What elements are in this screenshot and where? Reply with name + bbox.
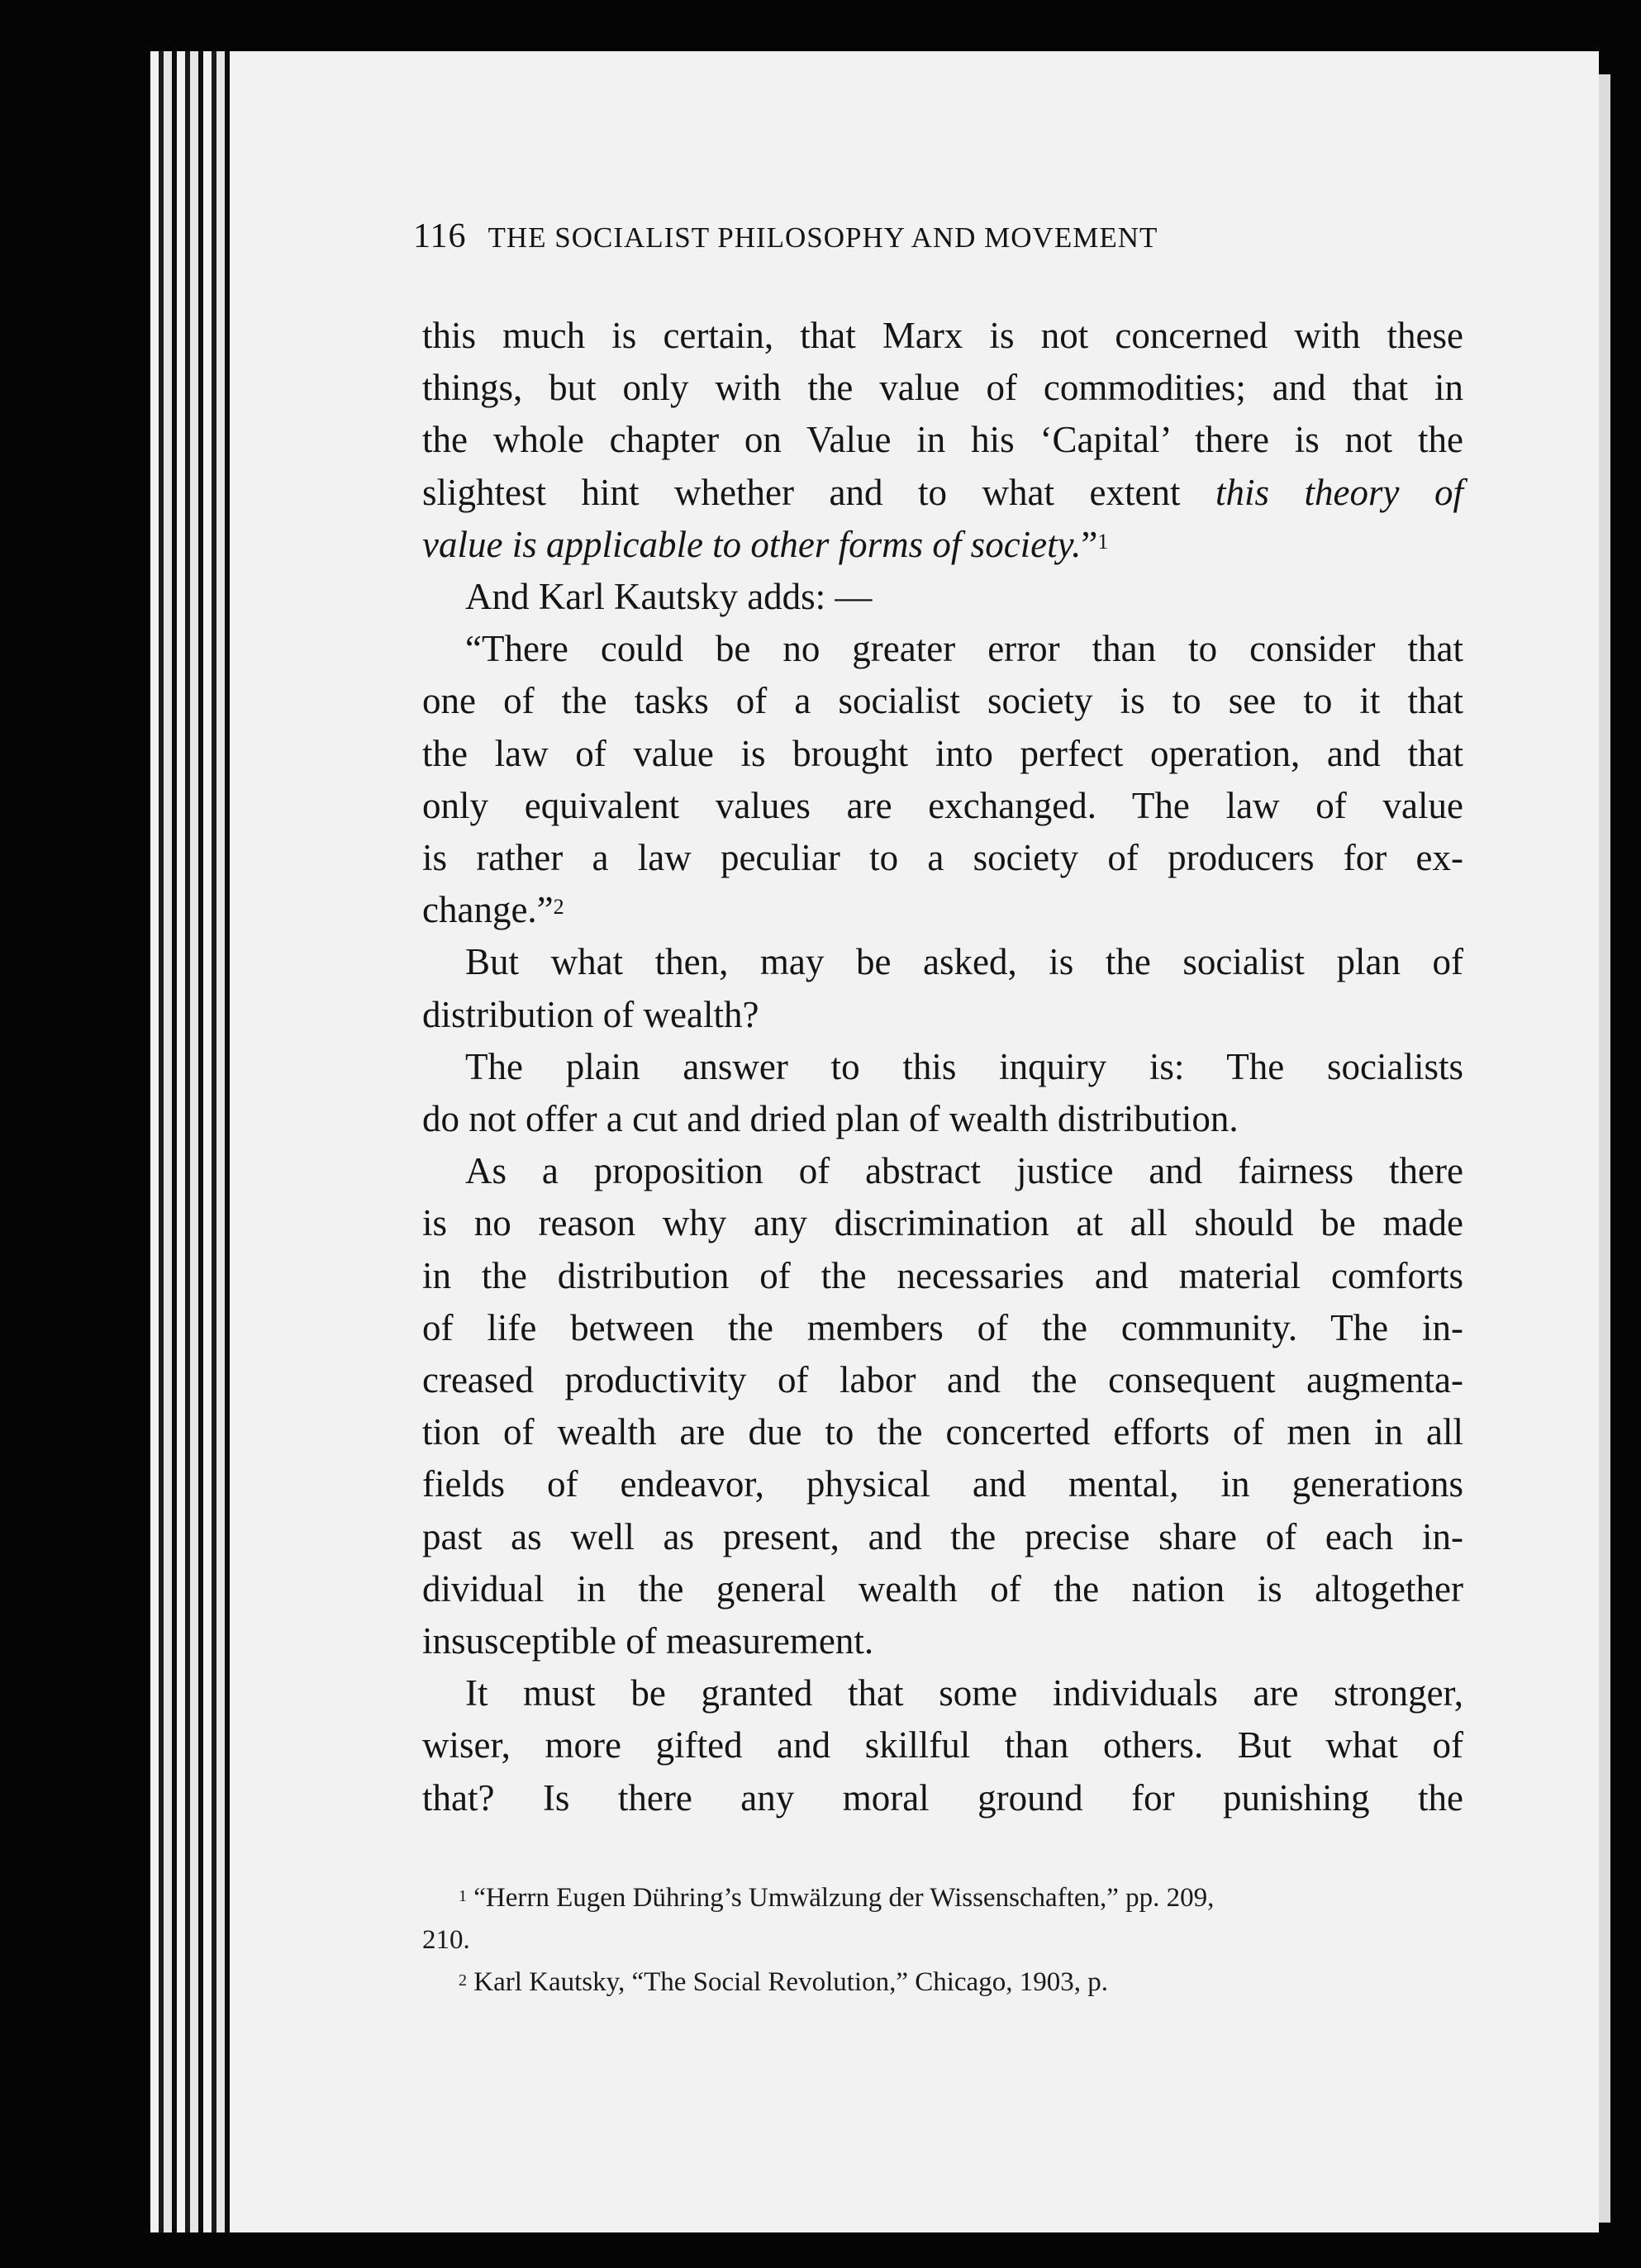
text-line <box>422 1667 1463 1719</box>
footnote-line <box>422 1919 1463 1961</box>
text-line <box>422 1093 1463 1145</box>
text-run: in the distribution of the necessaries and material comforts <box>422 1254 1463 1296</box>
footnote-reference: 1 <box>1097 529 1109 554</box>
footnote-text: “Herrn Eugen Dühring’s Umwälzung der Wissenschaften,” pp. 209, <box>473 1883 1215 1913</box>
text-run: this much is certain, that Marx is not concerned with these <box>422 315 1463 356</box>
page-number: 116 <box>413 217 467 255</box>
text-line <box>422 1719 1463 1771</box>
text-run: do not offer a cut and dried plan of wealth distribution. <box>422 1098 1239 1140</box>
text-run: insusceptible of measurement. <box>422 1620 874 1662</box>
text-line <box>422 1406 1463 1458</box>
book-page-edges <box>150 51 241 2232</box>
footnote-number: 2 <box>459 1971 467 1990</box>
text-line <box>422 1250 1463 1302</box>
page-right-edge <box>1599 74 1610 2223</box>
text-line <box>422 884 1463 936</box>
text-line <box>422 728 1463 780</box>
text-line <box>422 519 1463 571</box>
text-line <box>422 780 1463 832</box>
text-line <box>422 1302 1463 1354</box>
footnotes <box>422 1877 1463 2004</box>
text-line <box>422 1458 1463 1510</box>
footnote-number: 1 <box>459 1887 467 1905</box>
text-run: And Karl Kautsky adds: — <box>465 576 873 618</box>
text-line <box>422 1041 1463 1093</box>
text-run: creased productivity of labor and the consequent augmenta- <box>422 1359 1463 1401</box>
text-run: “There could be no greater error than to consider that <box>465 628 1463 670</box>
text-run: The plain answer to this inquiry is: The socialists <box>465 1045 1463 1087</box>
text-line <box>422 1354 1463 1406</box>
text-line <box>422 414 1463 466</box>
text-line <box>422 310 1463 362</box>
body-text <box>422 310 1463 1824</box>
footnote-reference: 2 <box>553 895 564 920</box>
text-run: As a proposition of abstract justice and fairness there <box>465 1150 1463 1192</box>
text-run: distribution of wealth? <box>422 993 759 1035</box>
text-run: only equivalent values are exchanged. The law of value <box>422 784 1463 826</box>
running-head <box>413 216 1363 256</box>
text-run: ” <box>1081 523 1098 565</box>
text-line <box>422 1197 1463 1249</box>
text-line <box>422 1145 1463 1197</box>
text-run: But what then, may be asked, is the socialist plan of <box>465 941 1463 983</box>
text-run: the whole chapter on Value in his ‘Capital’ there is not the <box>422 419 1463 461</box>
text-line <box>422 989 1463 1041</box>
text-run: that? Is there any moral ground for punishing the <box>422 1776 1463 1819</box>
text-run: slightest hint whether and to what extent <box>422 471 1215 513</box>
text-line <box>422 467 1463 519</box>
italic-run: value is applicable to other forms of society. <box>422 523 1082 565</box>
text-line <box>422 1615 1463 1667</box>
text-run: It must be granted that some individuals are stronger, <box>465 1672 1463 1714</box>
footnote-text: Karl Kautsky, “The Social Revolution,” Chicago, 1903, p. <box>473 1967 1108 1997</box>
text-line <box>422 675 1463 727</box>
text-line <box>422 1772 1463 1824</box>
text-run: things, but only with the value of commodities; and that in <box>422 367 1463 409</box>
text-run: change.” <box>422 889 554 931</box>
text-run: is no reason why any discrimination at all should be made <box>422 1202 1463 1244</box>
text-run: the law of value is brought into perfect operation, and that <box>422 732 1463 774</box>
running-head-title: THE SOCIALIST PHILOSOPHY AND MOVEMENT <box>488 221 1158 254</box>
text-run: tion of wealth are due to the concerted efforts of men in all <box>422 1411 1463 1453</box>
text-line <box>422 1563 1463 1615</box>
text-line <box>422 362 1463 414</box>
text-line <box>422 832 1463 884</box>
text-run: wiser, more gifted and skillful than others. But what of <box>422 1724 1463 1766</box>
text-line <box>422 571 1463 623</box>
text-line <box>422 1511 1463 1563</box>
text-run: of life between the members of the community. The in- <box>422 1306 1463 1348</box>
text-run: one of the tasks of a socialist society is to see to it that <box>422 680 1463 722</box>
text-line <box>422 936 1463 988</box>
text-run: fields of endeavor, physical and mental, in generations <box>422 1463 1463 1505</box>
text-run: past as well as present, and the precise share of each in- <box>422 1515 1463 1557</box>
text-run: is rather a law peculiar to a society of producers for ex- <box>422 837 1463 879</box>
text-line <box>422 623 1463 675</box>
footnote-text: 210. <box>422 1925 470 1955</box>
text-run: dividual in the general wealth of the nation is altogether <box>422 1567 1463 1609</box>
footnote-line <box>422 1961 1463 2004</box>
italic-run: this theory of <box>1215 471 1464 513</box>
footnote-line <box>422 1877 1463 1919</box>
